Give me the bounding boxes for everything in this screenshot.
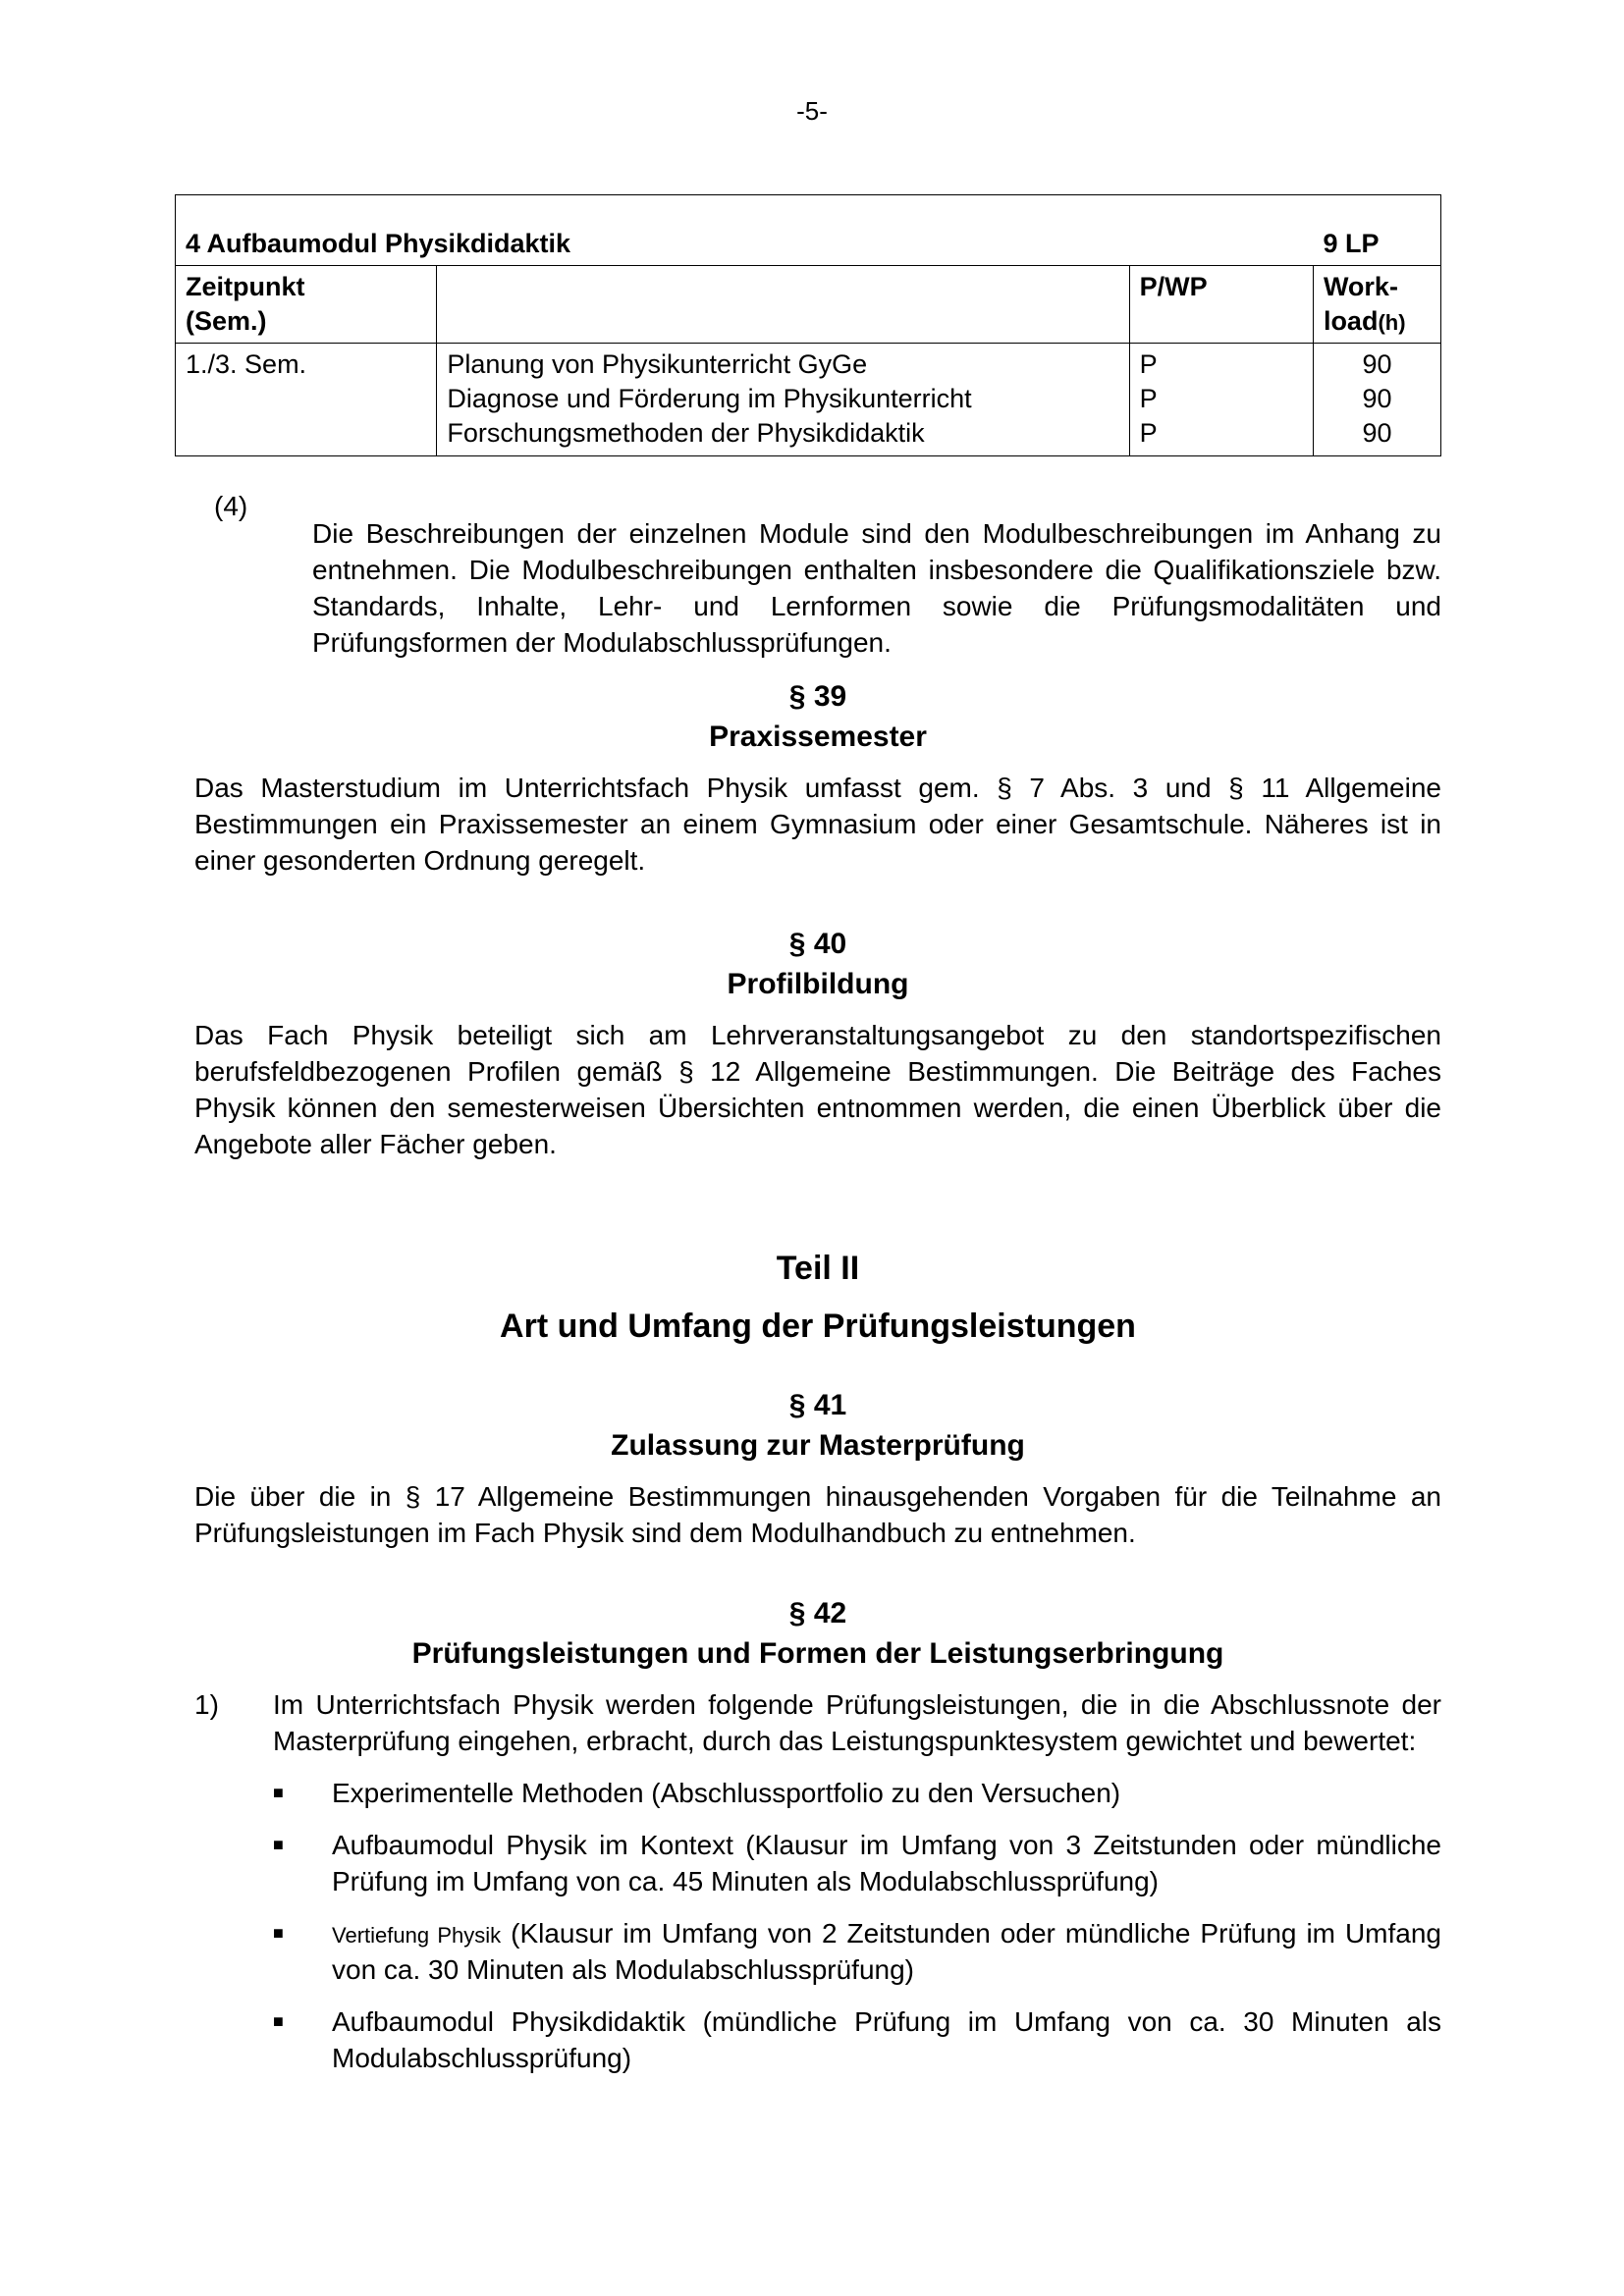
semester-cell: 1./3. Sem. [176,344,437,455]
module-body-row [176,344,1441,455]
pwp-value: P [1139,349,1158,380]
module-title: 4 Aufbaumodul Physikdidaktik [176,195,1314,266]
section-39 [194,677,1441,880]
section-number: § 40 [788,928,847,960]
section-40 [194,925,1441,1163]
list-item: ■ Experimentelle Methoden (Abschlussportfolio zu den Versuchen) [273,1776,1441,1812]
header-pwp: P/WP [1129,266,1313,344]
module-table [175,194,1441,456]
paragraph-4 [194,489,1441,689]
module-title-row [176,195,1441,266]
header-empty [437,266,1129,344]
section-title: Profilbildung [727,967,909,1000]
item-text: Im Unterrichtsfach Physik werden folgende Prüfungsleistungen, die in die Abschlussnote der Masterprüfung eingehen, erbracht, durch das Leistungspunktesystem gewichtet und bewertet: [273,1689,1441,1756]
section-title: Zulassung zur Masterprüfung [611,1428,1025,1462]
course-name: Planung von Physikunterricht GyGe [447,349,868,380]
bullet-icon: ■ [273,1782,284,1802]
pwp-value: P [1139,384,1158,414]
workload-cell [1313,344,1440,455]
bullet-icon: ■ [273,2010,284,2031]
workload-value: 90 [1362,384,1392,414]
section-text: Das Fach Physik beteiligt sich am Lehrveranstaltungsangebot zu den standortspezifischen berufsfeldbezogenen Profilen gemäß § 12 Allgemeine Bestimmungen. Die Beiträge des Faches Physik können den semesterweisen Übersichten entnommen werden, die einen Überblick über die Angebote aller Fächer geben. [194,1020,1441,1159]
section-title: Prüfungsleistungen und Formen der Leistungserbringung [411,1636,1224,1670]
section-42 [194,1594,1441,2077]
list-item: ■ Aufbaumodul Physikdidaktik (mündliche Prüfung im Umfang von ca. 30 Minuten als Modulabschlussprüfung) [273,2004,1441,2077]
section-text: Die über die in § 17 Allgemeine Bestimmungen hinausgehenden Vorgaben für die Teilnahme an Prüfungsleistungen im Fach Physik sind dem Modulhandbuch zu entnehmen. [194,1481,1441,1548]
page-number: -5- [796,96,828,126]
module-lp: 9 LP [1313,195,1440,266]
bullet-list [273,1776,1441,2077]
teil-heading [194,1247,1441,1349]
section-text: Das Masterstudium im Unterrichtsfach Physik umfasst gem. § 7 Abs. 3 und § 11 Allgemeine Bestimmungen ein Praxissemester an einem Gymnasium oder einer Gesamtschule. Näheres ist in einer gesonderten Ordnung geregelt. [194,773,1441,876]
list-item: ■ Vertiefung Physik (Klausur im Umfang von 2 Zeitstunden oder mündliche Prüfung im Umfang von ca. 30 Minuten als Modulabschlussprüfung) [273,1916,1441,1989]
courses-cell [437,344,1129,455]
paragraph-text: Die Beschreibungen der einzelnen Module sind den Modulbeschreibungen im Anhang zu entnehmen. Die Modulbeschreibungen enthalten insbesondere die Qualifikationsziele bzw. Standards, Inhalte, Lehr- und Lernformen sowie die Prüfungsmodalitäten und Prüfungsformen der Modulabschlussprüfungen. [312,518,1441,658]
pwp-cell [1129,344,1313,455]
section-number: § 39 [788,680,847,713]
teil-title: Art und Umfang der Prüfungsleistungen [500,1307,1136,1345]
header-workload: Work- load(h) [1313,266,1440,344]
section-title: Praxissemester [709,720,927,753]
bullet-prefix: Vertiefung Physik [332,1922,502,1948]
teil-label: Teil II [776,1250,860,1287]
list-item: ■ Aufbaumodul Physik im Kontext (Klausur im Umfang von 3 Zeitstunden oder mündliche Prüfung im Umfang von ca. 45 Minuten als Modulabschlussprüfung) [273,1828,1441,1900]
item-number: 1) [194,1689,219,1720]
module-header-row [176,266,1441,344]
course-name: Forschungsmethoden der Physikdidaktik [447,418,925,449]
section-41 [194,1386,1441,1552]
header-zeitpunkt: Zeitpunkt (Sem.) [176,266,437,344]
bullet-icon: ■ [273,1834,284,1854]
section-number: § 41 [788,1389,847,1421]
pwp-value: P [1139,418,1158,449]
workload-value: 90 [1362,349,1392,380]
section-number: § 42 [788,1597,847,1629]
bullet-icon: ■ [273,1922,284,1943]
paragraph-number: (4) [214,491,248,521]
course-name: Diagnose und Förderung im Physikunterricht [447,384,972,414]
workload-value: 90 [1362,418,1392,449]
